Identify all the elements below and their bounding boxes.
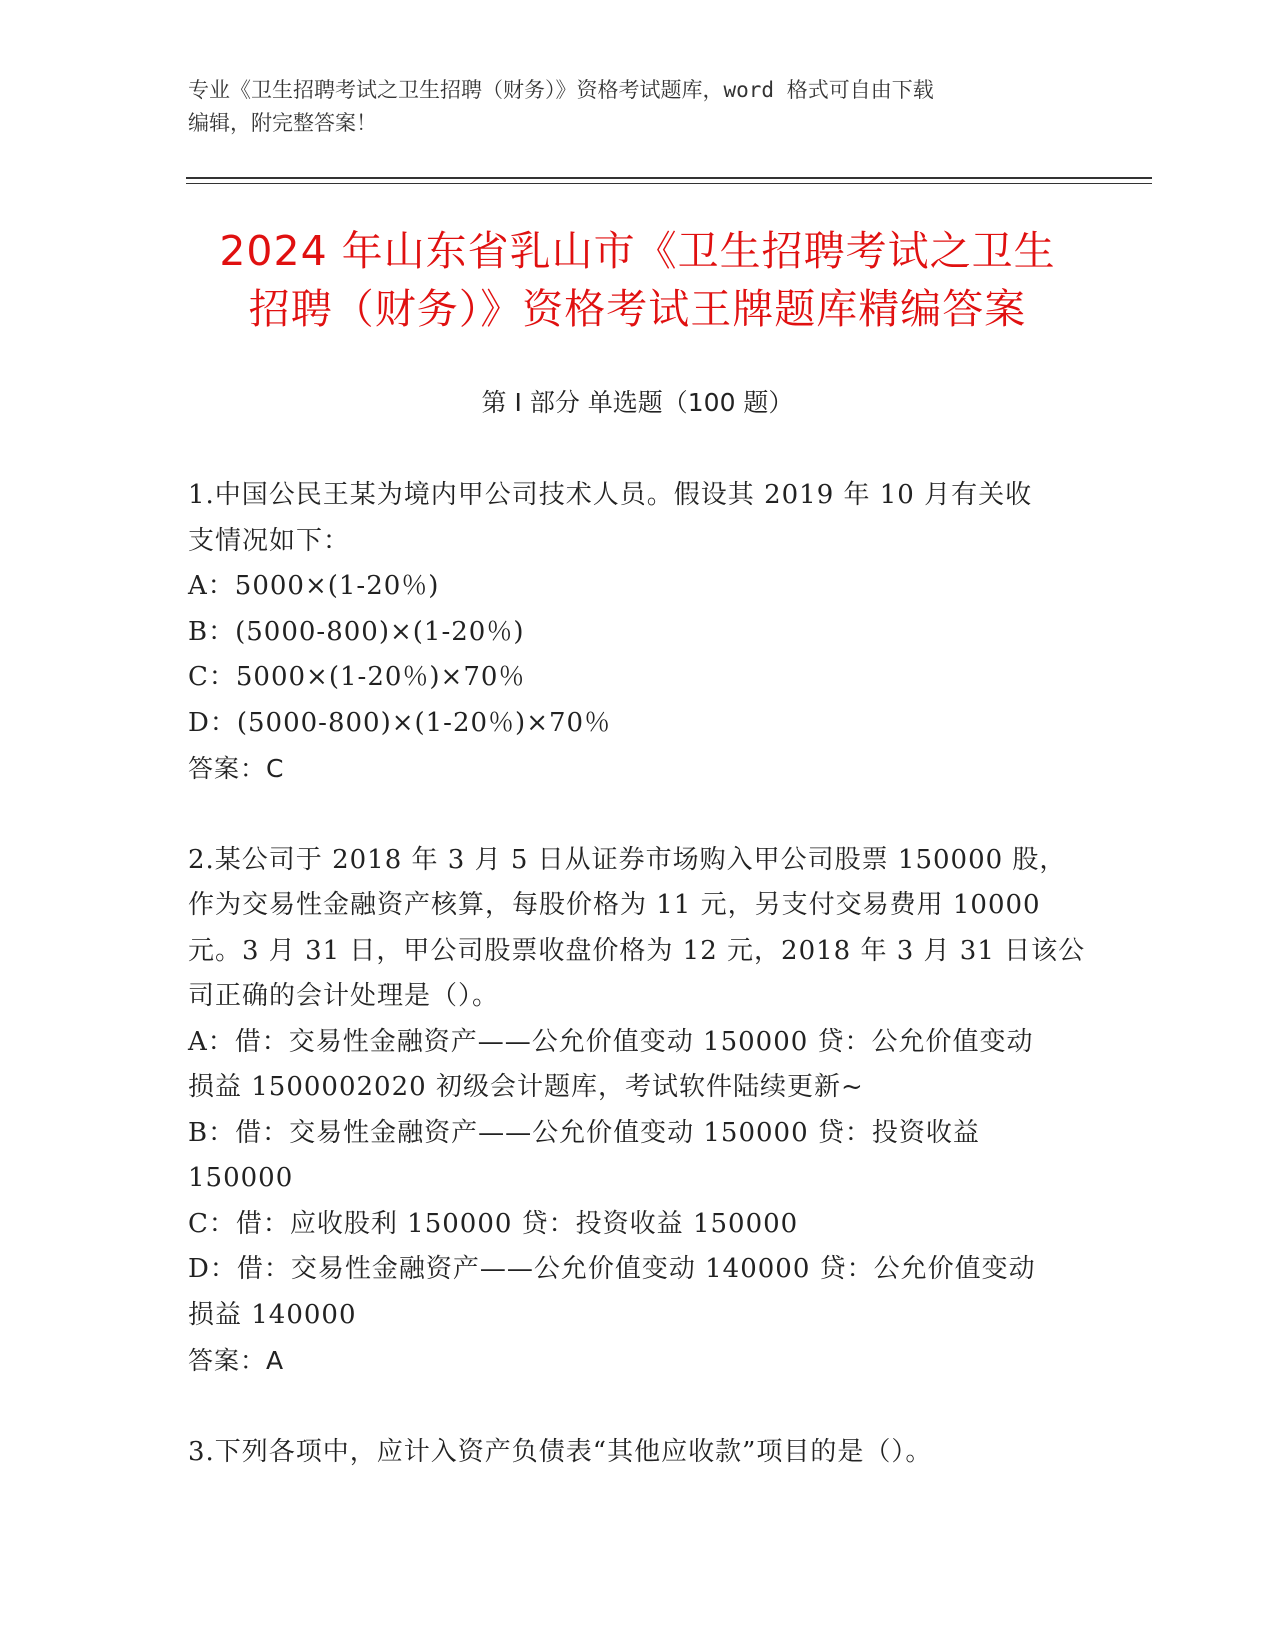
question-text-line: 2.某公司于 2018 年 3 月 5 日从证券市场购入甲公司股票 150000 股，: [188, 844, 1067, 875]
question-option-line: D：借：交易性金融资产——公允价值变动 140000 贷：公允价值变动: [188, 1254, 1036, 1284]
question-item: [188, 838, 1093, 1384]
header-note-line: 编辑，附完整答案！: [188, 111, 377, 135]
question-text-line: 元。3 月 31 日，甲公司股票收盘价格为 12 元，2018 年 3 月 31 日该公: [188, 935, 1086, 966]
question-option-line: 损益 1500002020 初级会计题库，考试软件陆续更新~: [188, 1072, 864, 1102]
question-option-line: A：5000×(1-20％): [188, 571, 440, 601]
question-option-line: D：(5000-800)×(1-20％)×70％: [188, 707, 612, 738]
question-answer: 答案：C: [188, 754, 285, 783]
header-note: [188, 74, 1088, 140]
question-item: [188, 473, 1093, 792]
document-title: [150, 222, 1125, 338]
question-text-line: 1.中国公民王某为境内甲公司技术人员。假设其 2019 年 10 月有关收: [188, 480, 1033, 510]
document-title-line: 2024 年山东省乳山市《卫生招聘考试之卫生: [219, 227, 1056, 275]
question-option-line: C：借：应收股利 150000 贷：投资收益 150000: [188, 1208, 799, 1239]
question-list: [188, 473, 1093, 1521]
question-option-line: A：借：交易性金融资产——公允价值变动 150000 贷：公允价值变动: [188, 1026, 1034, 1057]
question-answer: 答案：A: [188, 1346, 285, 1375]
header-divider: [186, 177, 1152, 179]
question-text-line: 司正确的会计处理是（）。: [188, 981, 500, 1011]
question-item: [188, 1430, 1093, 1476]
question-text-line: 作为交易性金融资产核算，每股价格为 11 元，另支付交易费用 10000: [188, 890, 1041, 920]
question-option-line: 损益 140000: [188, 1299, 357, 1330]
question-option-line: B：借：交易性金融资产——公允价值变动 150000 贷：投资收益: [188, 1117, 980, 1148]
question-text-line: 3.下列各项中，应计入资产负债表“其他应收款”项目的是（）。: [188, 1436, 933, 1467]
section-heading: 第 I 部分 单选题（100 题）: [481, 388, 794, 417]
question-text-line: 支情况如下：: [188, 525, 351, 556]
header-note-line: 专业《卫生招聘考试之卫生招聘（财务）》资格考试题库，word 格式可自由下载: [188, 78, 934, 102]
document-title-line: 招聘（财务）》资格考试王牌题库精编答案: [248, 285, 1027, 333]
question-option-line: 150000: [188, 1163, 294, 1193]
question-option-line: B：(5000-800)×(1-20％): [188, 616, 525, 647]
question-option-line: C：5000×(1-20％)×70％: [188, 662, 526, 692]
header-divider-thin: [186, 183, 1152, 184]
